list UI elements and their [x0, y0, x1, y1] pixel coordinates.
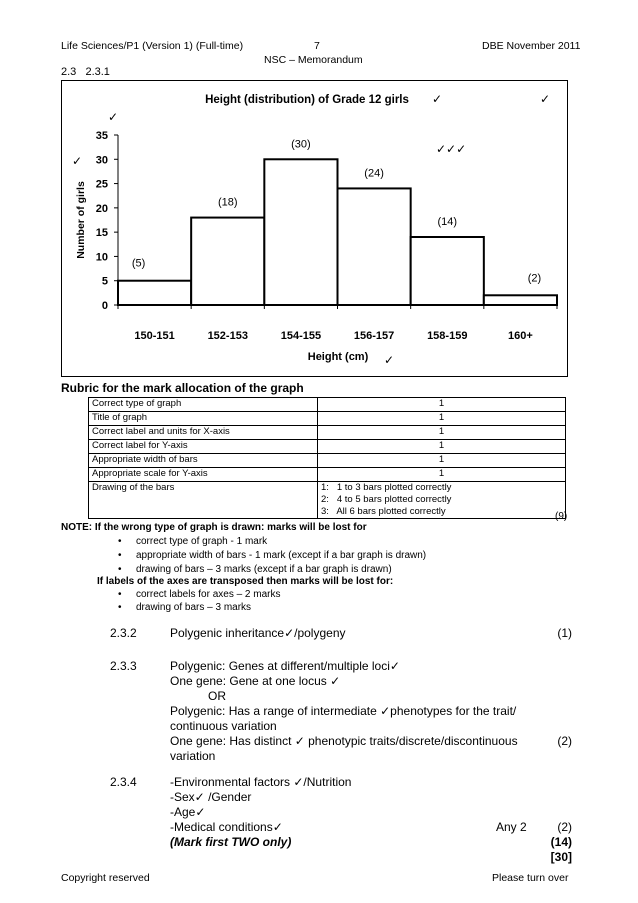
note-heading-2: If labels of the axes are transposed then marks will be lost for:	[97, 576, 394, 587]
histogram-bar	[264, 159, 337, 305]
data-label: (30)	[291, 138, 311, 151]
rubric-row	[89, 426, 566, 440]
x-tick-label: 158-159	[427, 330, 468, 342]
note-bullet: • appropriate width of bars - 1 mark (except if a bar graph is drawn)	[136, 550, 426, 561]
y-tick-label: 30	[95, 154, 108, 167]
rubric-mark: 1	[318, 468, 566, 482]
header-left: Life Sciences/P1 (Version 1) (Full-time)	[61, 40, 244, 52]
rubric-row	[89, 412, 566, 426]
data-label: (2)	[527, 272, 542, 285]
footer-left: Copyright reserved	[61, 872, 150, 884]
answer-text: Polygenic inheritance✓/polygeny	[170, 626, 346, 640]
x-tick-label: 160+	[508, 330, 533, 342]
y-tick-label: 35	[95, 130, 108, 142]
y-tick-label: 15	[95, 227, 108, 240]
y-tick-label: 5	[101, 275, 108, 288]
rubric-bars-line: 1: 1 to 3 bars plotted correctly	[321, 482, 452, 493]
rubric-criterion: Correct label and units for X-axis	[89, 426, 318, 440]
rubric-criterion: Title of graph	[89, 412, 318, 426]
x-axis-label: Height (cm)	[307, 351, 369, 363]
subtotal-mark: (14)	[550, 835, 572, 849]
total-mark: [30]	[550, 850, 572, 864]
histogram-chart	[62, 81, 569, 378]
answer-number: 2.3.3	[110, 659, 137, 673]
note-bullet: • drawing of bars – 3 marks	[136, 602, 251, 613]
mark-note: (Mark first TWO only)	[170, 835, 292, 849]
answer-line: One gene: Has distinct ✓ phenotypic traits/discrete/discontinuous	[170, 734, 518, 748]
rubric-bars-line: 2: 4 to 5 bars plotted correctly	[321, 494, 452, 505]
rubric-row	[89, 454, 566, 468]
rubric-criterion: Correct type of graph	[89, 398, 318, 412]
x-tick-label: 156-157	[353, 330, 395, 342]
rubric-mark: 1	[318, 398, 566, 412]
rubric-row	[89, 398, 566, 412]
rubric-criterion: Drawing of the bars	[89, 482, 318, 519]
tick-mark: ✓	[72, 154, 83, 168]
answer-line: variation	[170, 749, 216, 763]
y-tick-label: 25	[95, 178, 108, 191]
y-axis-label: Number of girls	[75, 181, 87, 259]
footer-right: Please turn over	[492, 872, 569, 884]
answer-line: -Medical conditions✓	[170, 820, 283, 834]
chart-frame	[61, 80, 568, 377]
answer-line: Polygenic: Has a range of intermediate ✓phenotypes for the trait/	[170, 704, 517, 718]
question-label: 2.3 2.3.1	[61, 66, 110, 78]
rubric-mark: 1	[318, 440, 566, 454]
chart-title: Height (distribution) of Grade 12 girls	[205, 94, 409, 106]
tick-mark: ✓	[384, 353, 395, 367]
histogram-bar	[411, 237, 484, 305]
note-bullet: • drawing of bars – 3 marks (except if a bar graph is drawn)	[136, 564, 392, 575]
note-bullet: • correct type of graph - 1 mark	[136, 536, 267, 547]
y-tick-label: 10	[95, 251, 108, 264]
data-label: (24)	[364, 167, 384, 180]
header-subtitle: NSC – Memorandum	[264, 54, 363, 66]
rubric-mark: 1	[318, 454, 566, 468]
histogram-bar	[484, 295, 557, 305]
rubric-criterion: Correct label for Y-axis	[89, 440, 318, 454]
answer-number: 2.3.4	[110, 775, 137, 789]
answer-line: continuous variation	[170, 719, 277, 733]
rubric-mark: 1	[318, 412, 566, 426]
answer-mark: (1)	[557, 626, 572, 640]
answer-number: 2.3.2	[110, 626, 137, 640]
histogram-bar	[118, 281, 191, 305]
answer-line: -Environmental factors ✓/Nutrition	[170, 775, 352, 789]
page-number: 7	[314, 40, 320, 52]
answer-line: -Sex✓ /Gender	[170, 790, 252, 804]
histogram-bar	[191, 218, 264, 305]
any-two-label: Any 2	[496, 820, 527, 834]
answer-line: One gene: Gene at one locus ✓	[170, 674, 341, 688]
rubric-title: Rubric for the mark allocation of the graph	[61, 381, 304, 395]
x-tick-label: 154-155	[280, 330, 322, 342]
tick-mark: ✓	[540, 92, 551, 106]
answer-mark: (2)	[557, 734, 572, 748]
rubric-mark: 1	[318, 426, 566, 440]
data-label: (5)	[131, 257, 146, 270]
data-label: (14)	[437, 216, 458, 228]
note-heading: NOTE: If the wrong type of graph is drawn: marks will be lost for	[61, 522, 367, 533]
x-tick-label: 150-151	[134, 330, 175, 342]
rubric-row	[89, 440, 566, 454]
y-tick-label: 0	[101, 300, 108, 312]
tick-mark: ✓	[432, 92, 443, 106]
rubric-bars-detail	[318, 482, 566, 519]
rubric-row-bars	[89, 482, 566, 519]
answer-line: OR	[208, 689, 226, 703]
data-label: (18)	[217, 196, 238, 209]
note-bullet: • correct labels for axes – 2 marks	[136, 589, 281, 600]
rubric-criterion: Appropriate width of bars	[89, 454, 318, 468]
rubric-table	[88, 397, 566, 519]
tick-mark: ✓	[108, 110, 119, 124]
rubric-total: (9)	[555, 511, 568, 522]
histogram-bar	[338, 188, 411, 305]
y-tick-label: 20	[95, 202, 108, 215]
rubric-criterion: Appropriate scale for Y-axis	[89, 468, 318, 482]
answer-mark: (2)	[557, 820, 572, 834]
rubric-row	[89, 468, 566, 482]
tick-mark: ✓✓✓	[436, 142, 467, 156]
header-right: DBE November 2011	[482, 40, 581, 52]
rubric-bars-line: 3: All 6 bars plotted correctly	[321, 506, 446, 517]
answer-line: Polygenic: Genes at different/multiple loci✓	[170, 659, 400, 673]
answer-line: -Age✓	[170, 805, 206, 819]
x-tick-label: 152-153	[207, 330, 248, 342]
